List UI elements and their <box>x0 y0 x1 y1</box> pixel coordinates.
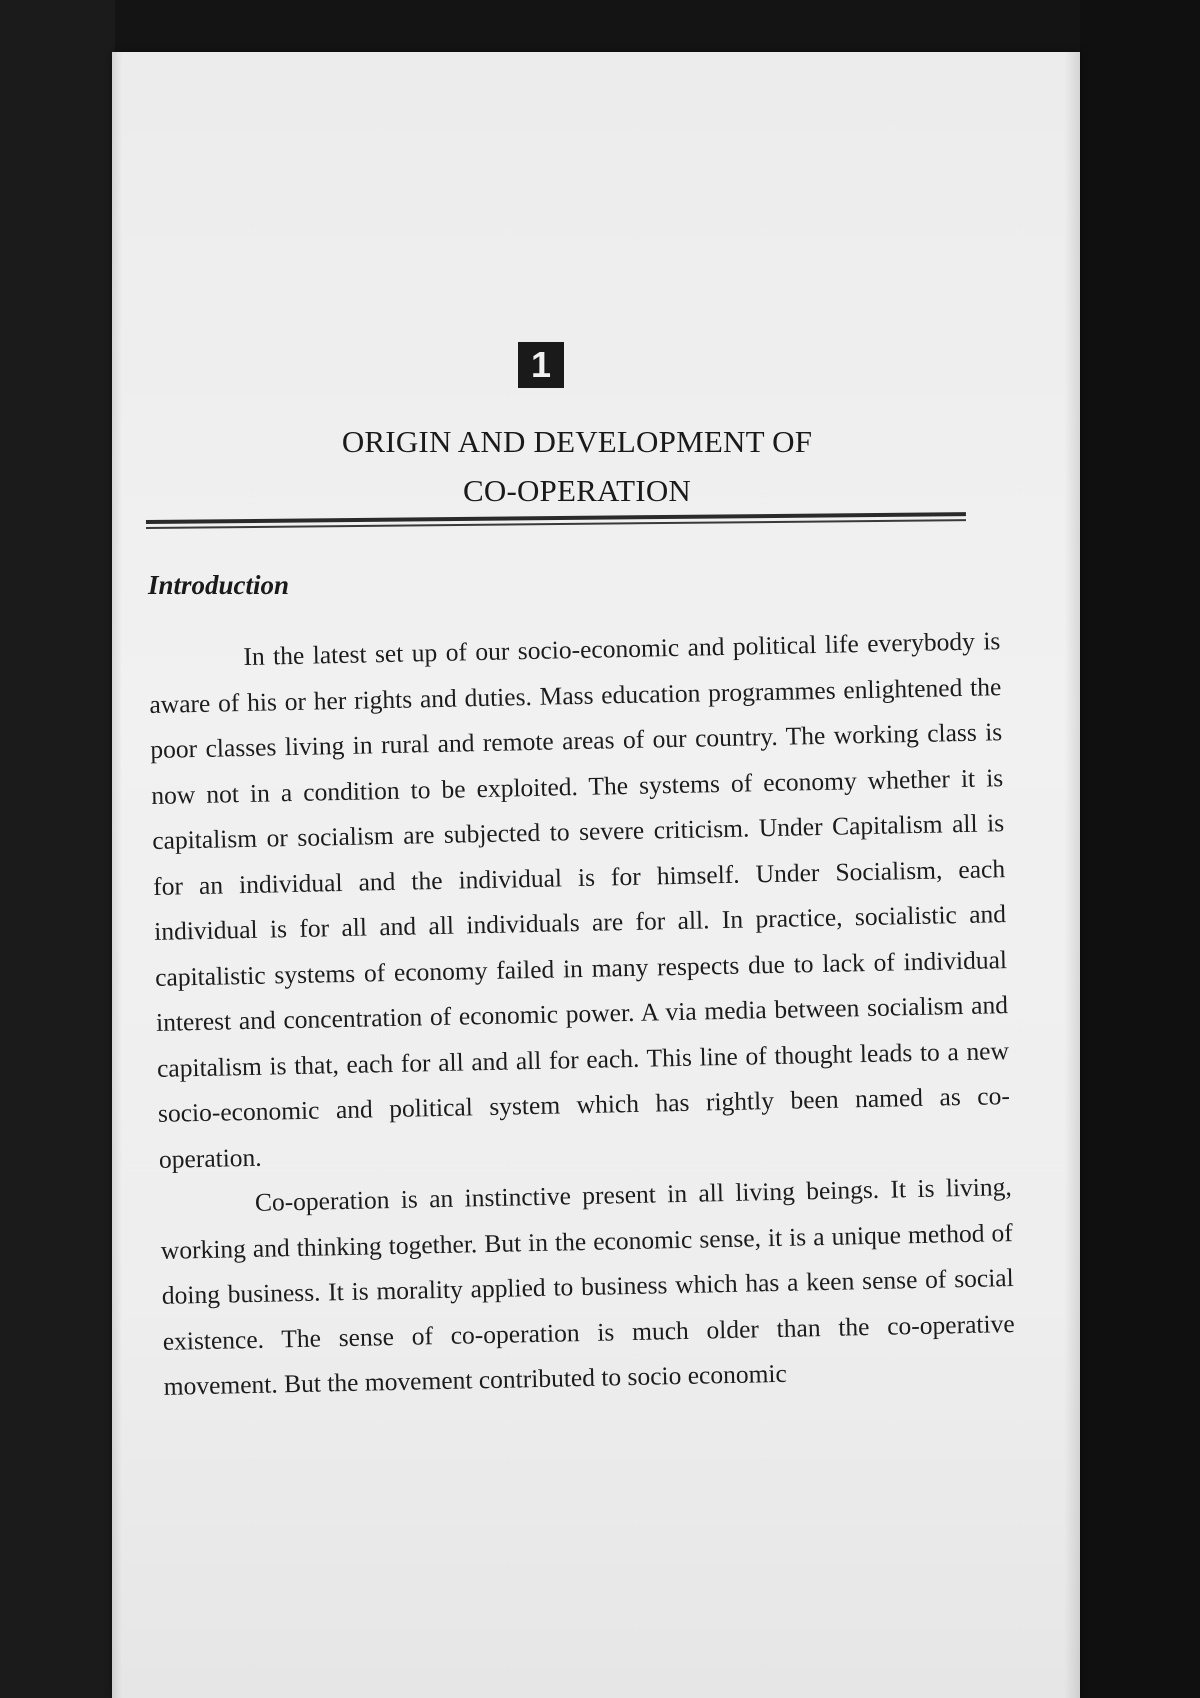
paragraph-1: In the latest set up of our socio-economic and political life everybody is aware of his or her rights and duties. Mass education programmes enlightened the poor classes living in rural and remote areas of our country. The working class is now not in a condition to be exploited. The systems of economy whether it is capitalism or socialism are subjected to severe criticism. Under Capitalism all is for an individual and the individual is for himself. Under Socialism, each individual is for all and all individuals are for all. In practice, socialistic and capitalistic systems of economy failed in many respects due to lack of individual interest and concentration of economic power. A via media between socialism and capitalism is that, each for all and all for each. This line of thought leads to a new socio-economic and political system which has rightly been named as co-operation. <box>149 626 1011 1174</box>
book-page <box>112 52 1080 1698</box>
chapter-number-badge: 1 <box>518 342 564 388</box>
page-left-shadow <box>112 52 122 1698</box>
background-left <box>0 0 115 1698</box>
section-heading: Introduction <box>148 570 290 600</box>
background-right <box>1080 0 1200 1698</box>
paragraph-2: Co-operation is an instinctive present in all living beings. It is living, working and thinking together. But in the economic sense, it is a unique method of doing business. It is morality applied to business which has a keen sense of social existence. The sense of co-operation is much older than the co-operative movement. But the movement contributed to socio economic <box>160 1172 1015 1401</box>
body-text <box>148 618 1016 1409</box>
chapter-title-line-2: CO-OPERATION <box>462 473 691 508</box>
title-divider-rule <box>146 512 966 528</box>
page-right-shadow <box>1064 52 1080 1698</box>
chapter-title-line-1: ORIGIN AND DEVELOPMENT OF <box>341 424 813 459</box>
